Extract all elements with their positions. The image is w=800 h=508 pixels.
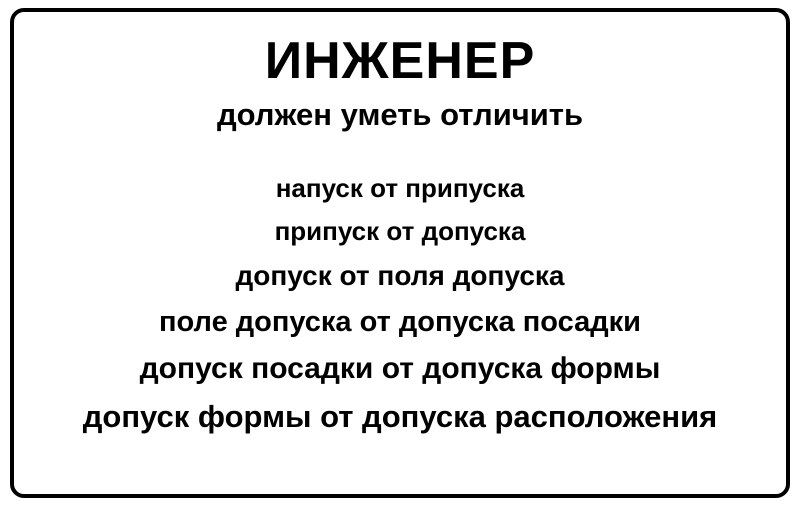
list-item: напуск от припуска <box>275 173 525 204</box>
list-item: поле допуска от допуска посадки <box>159 305 641 338</box>
list-item: допуск посадки от допуска формы <box>139 352 661 386</box>
poster-subtitle: должен уметь отличить <box>216 96 584 132</box>
poster-frame <box>10 8 790 498</box>
list-item: допуск формы от допуска расположения <box>82 398 718 434</box>
page-title: ИНЖЕНЕР <box>264 32 536 90</box>
list-item: допуск от поля допуска <box>235 260 565 292</box>
distinction-list <box>14 174 786 448</box>
list-item: припуск от допуска <box>274 216 526 247</box>
